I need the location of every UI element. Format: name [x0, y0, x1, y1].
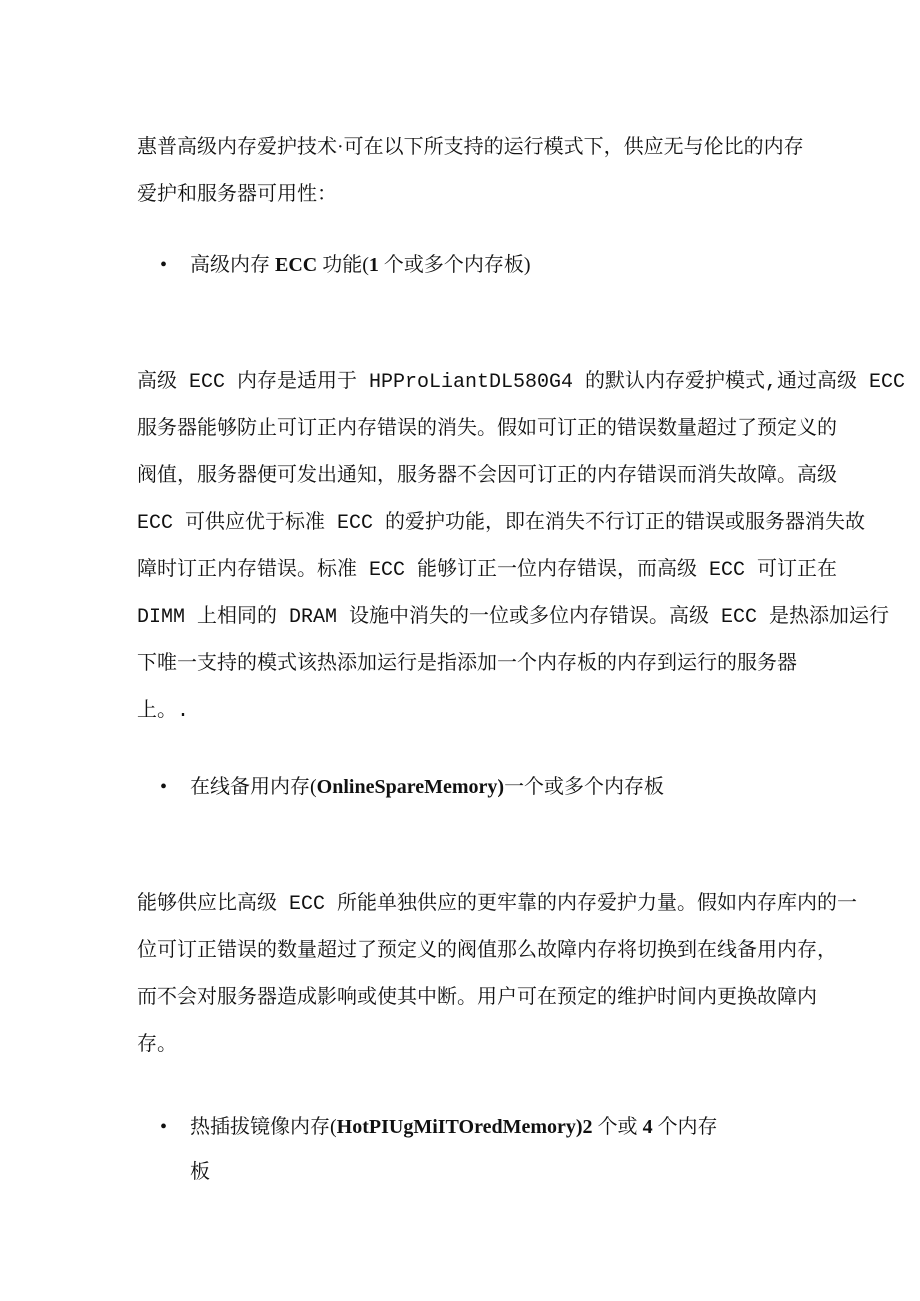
body-line: 服务器能够防止可订正内存错误的消失。假如可订正的错误数量超过了预定义的 — [137, 418, 837, 441]
section-heading — [190, 253, 531, 277]
body-line: DIMM 上相同的 DRAM 设施中消失的一位或多位内存错误。高级 ECC 是热添加运行 — [137, 606, 890, 629]
heading-part: 功能( — [317, 254, 369, 276]
heading-part: 4 — [642, 1116, 653, 1138]
heading-part: 个或多个内存板) — [378, 254, 531, 276]
heading-part: HotPIUgMiITOredMemory)2 — [336, 1116, 593, 1138]
heading-part: 在线备用内存( — [190, 776, 317, 798]
bullet-icon: • — [160, 1116, 168, 1138]
body-line: 能够供应比高级 ECC 所能单独供应的更牢靠的内存爱护力量。假如内存库内的一 — [137, 893, 858, 916]
heading-part: 个内存 — [652, 1116, 718, 1138]
section-heading-continuation: 板 — [190, 1161, 210, 1183]
bullet-icon: • — [160, 254, 168, 276]
body-line: 阀值，服务器便可发出通知，服务器不会因可订正的内存错误而消失故障。高级 — [137, 465, 837, 488]
intro-line: 惠普高级内存爱护技术·可在以下所支持的运行模式下，供应无与伦比的内存 — [137, 136, 804, 158]
body-line: 高级 ECC 内存是适用于 HPProLiantDL580G4 的默认内存爱护模式,通过高级 ECC — [137, 371, 906, 394]
section-heading — [190, 775, 664, 799]
heading-part: OnlineSpareMemory) — [316, 776, 505, 798]
intro-line: 爱护和服务器可用性： — [137, 183, 337, 205]
body-line: 下唯一支持的模式该热添加运行是指添加一个内存板的内存到运行的服务器 — [137, 653, 797, 676]
heading-part: 一个或多个内存板 — [504, 776, 665, 798]
heading-part: 热插拔镜像内存( — [190, 1116, 337, 1138]
section-heading — [190, 1115, 718, 1139]
heading-part: 1 — [368, 254, 379, 276]
heading-part: 个或 — [592, 1116, 643, 1138]
heading-part: ECC — [275, 254, 318, 276]
body-line: 位可订正错误的数量超过了预定义的阀值那么故障内存将切换到在线备用内存， — [137, 940, 837, 963]
body-line: 上。. — [137, 700, 190, 723]
body-line: 障时订正内存错误。标准 ECC 能够订正一位内存错误，而高级 ECC 可订正在 — [137, 559, 838, 582]
body-line: 存。 — [137, 1034, 177, 1057]
heading-part: 高级内存 — [190, 254, 275, 276]
bullet-icon: • — [160, 776, 168, 798]
body-line: 而不会对服务器造成影响或使其中断。用户可在预定的维护时间内更换故障内 — [137, 987, 817, 1010]
body-line: ECC 可供应优于标准 ECC 的爱护功能，即在消失不行订正的错误或服务器消失故 — [137, 512, 866, 535]
